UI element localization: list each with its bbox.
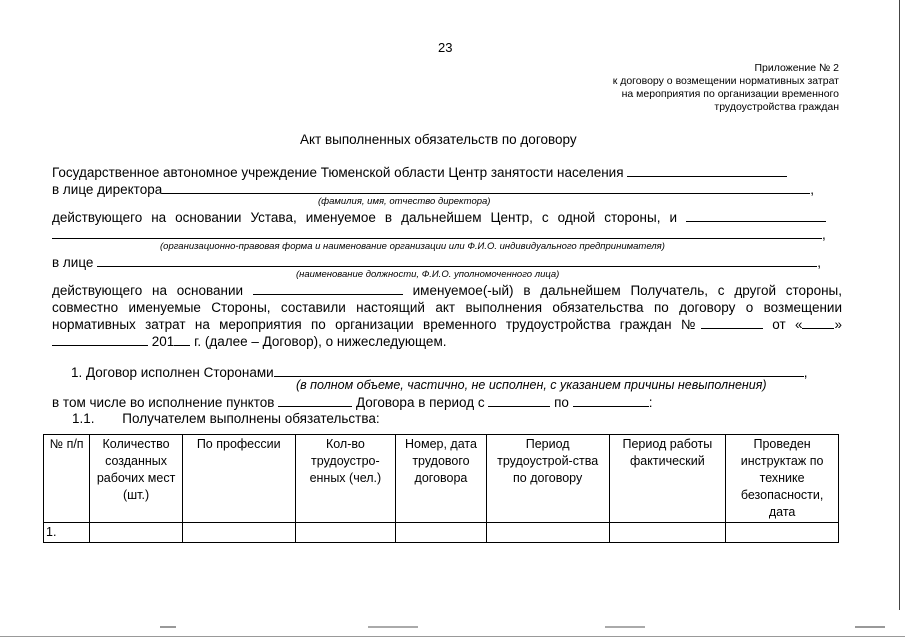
row-cell[interactable] [396, 523, 487, 543]
annex-line-4: трудоустройства граждан [714, 101, 839, 113]
points-blank[interactable] [278, 406, 352, 407]
execution-blank[interactable] [274, 376, 804, 377]
table-header-row [44, 435, 839, 523]
basis-text: действующего на основании Устава, именуемое в дальнейшем Центр, с одной стороны, и [52, 210, 677, 225]
item1-text: 1. Договор исполнен Сторонами [71, 365, 274, 380]
basis-blank[interactable] [253, 294, 403, 295]
org-name-text: Государственное автономное учреждение Тюменской области Центр занятости населения [52, 165, 624, 180]
org-form-blank[interactable] [52, 238, 822, 239]
item1-line-2 [52, 394, 652, 411]
header-cell-profession: По профессии [182, 435, 295, 523]
from-label: от « [772, 317, 803, 332]
row-cell[interactable] [295, 523, 396, 543]
director-caption: (фамилия, имя, отчество директора) [318, 196, 491, 207]
row-cell: 1. [44, 523, 90, 543]
contract-end-text: г. (далее – Договор), о нижеследующем. [194, 334, 447, 349]
document-title: Акт выполненных обязательств по договору [300, 132, 577, 147]
header-cell-contract: Номер, дата трудового договора [396, 435, 487, 523]
person-blank[interactable] [97, 266, 817, 267]
scan-artifact [160, 626, 176, 628]
row-cell[interactable] [726, 523, 839, 543]
org-caption: (организационно-правовая форма и наименование организации или Ф.И.О. индивидуального предпринимателя) [160, 241, 665, 252]
day-blank[interactable] [802, 328, 834, 329]
org-name-blank[interactable] [627, 176, 787, 177]
row-cell[interactable] [90, 523, 183, 543]
year-prefix: 201 [151, 334, 175, 349]
person-caption: (наименование должности, Ф.И.О. уполномоченного лица) [296, 269, 560, 280]
scan-artifact [855, 626, 885, 628]
header-cell-number: № п/п [44, 435, 90, 523]
basis-label: действующего на основании [52, 283, 244, 298]
director-blank[interactable] [162, 193, 810, 194]
recipient-text: именуемое(-ый) в дальнейшем Получатель, с другой стороны, [412, 283, 842, 298]
para-line-8 [52, 333, 446, 350]
para-line-2: в лице директора , [52, 182, 814, 197]
annex-line-2: к договору о возмещении нормативных затрат [612, 75, 839, 87]
annex-line-1: Приложение № 2 [754, 62, 839, 74]
contract-text: нормативных затрат на мероприятия по организации временного трудоустройства граждан № [52, 317, 701, 332]
scan-artifact [605, 626, 645, 628]
row-cell[interactable] [609, 523, 726, 543]
quote-close: » [834, 317, 842, 332]
colon: : [648, 395, 653, 410]
page-edge-bottom [0, 636, 905, 637]
director-label: в лице директора [52, 182, 163, 197]
contract-number-blank[interactable] [701, 328, 763, 329]
para-line-4: в лице , [52, 255, 821, 270]
annex-block [613, 62, 839, 114]
page-edge-right [899, 0, 900, 610]
table-row [44, 523, 839, 543]
para-line-6: совместно именуемые Стороны, составили настоящий акт выполнения обязательства по договору о возмещении [52, 300, 842, 315]
header-cell-employed: Кол-во трудоустро-енных (чел.) [295, 435, 396, 523]
month-blank[interactable] [52, 345, 148, 346]
row-cell[interactable] [182, 523, 295, 543]
counterparty-blank[interactable] [686, 221, 826, 222]
header-cell-places: Количество созданных рабочих мест (шт.) [90, 435, 183, 523]
annex-line-3: на мероприятия по организации временного [621, 88, 839, 100]
header-cell-period-contract: Период трудоустрой-ства по договору [486, 435, 609, 523]
subitem-line [72, 410, 380, 427]
period-from-blank[interactable] [488, 406, 550, 407]
para-line-5 [52, 282, 842, 299]
row-cell[interactable] [486, 523, 609, 543]
period-from-label: Договора в период с [355, 395, 485, 410]
para-line-org: , [52, 226, 826, 243]
item1-line: 1. Договор исполнен Сторонами , [71, 365, 808, 380]
period-to-label: по [554, 395, 569, 410]
page-number: 23 [438, 40, 453, 55]
subitem-text: Получателем выполнены обязательства: [122, 411, 380, 426]
header-cell-period-actual: Период работы фактический [609, 435, 726, 523]
person-label: в лице [52, 255, 94, 270]
para-line-7 [52, 316, 842, 333]
para-line-3 [52, 209, 826, 226]
obligations-table [43, 434, 839, 543]
header-cell-briefing: Проведен инструктаж по технике безопасности, дата [726, 435, 839, 523]
subitem-number: 1.1. [72, 411, 95, 426]
scan-artifact [368, 626, 418, 628]
year-blank[interactable] [174, 345, 190, 346]
para-line-1 [52, 164, 787, 181]
points-label: в том числе во исполнение пунктов [52, 395, 275, 410]
execution-caption: (в полном объеме, частично, не исполнен, с указанием причины невыполнения) [296, 378, 767, 392]
period-to-blank[interactable] [573, 406, 649, 407]
